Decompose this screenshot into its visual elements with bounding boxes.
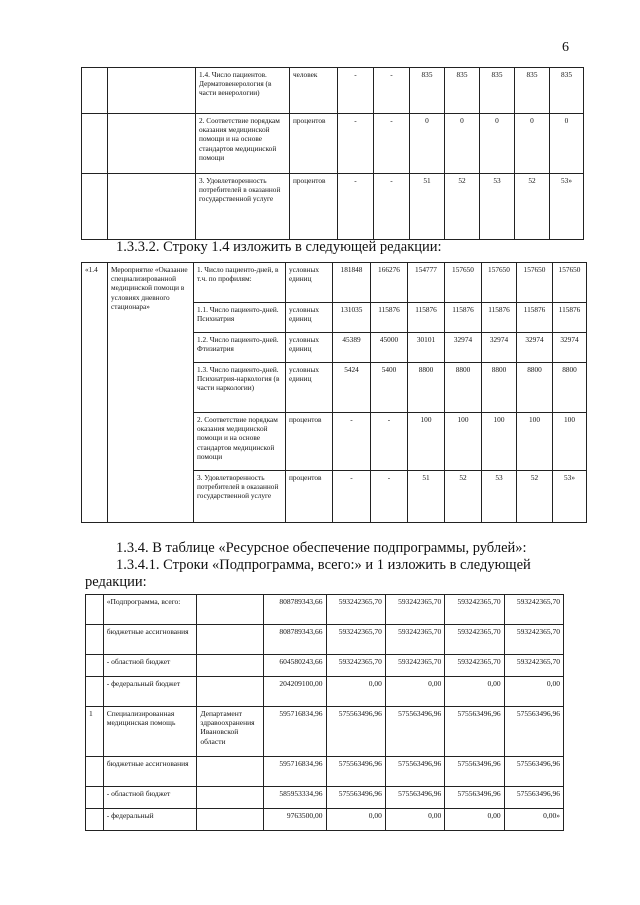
table-cell: -	[371, 471, 408, 523]
table-cell: 204209100,00	[264, 677, 326, 707]
table-cell	[197, 677, 264, 707]
table-cell: 52	[517, 471, 553, 523]
table-cell: 131035	[333, 303, 371, 333]
table-row	[86, 625, 564, 655]
table-cell: -	[338, 174, 374, 240]
table-cell: условных единиц	[286, 263, 333, 303]
table-cell: 593242365,70	[385, 655, 444, 677]
table-cell: 575563496,96	[445, 757, 504, 787]
table-cell	[82, 68, 108, 114]
table-cell: 2. Соответствие порядкам оказания медицинской помощи и на основе стандартов медицинской помощи	[196, 114, 290, 174]
table-cell: 52	[445, 174, 480, 240]
table-cell: бюджетные ассигнования	[103, 757, 197, 787]
table-cell: 1	[86, 707, 104, 757]
table-cell	[197, 809, 264, 831]
table-cell	[82, 174, 108, 240]
table-cell: 0,00»	[504, 809, 563, 831]
table-cell: 100	[408, 413, 445, 471]
table-cell: 575563496,96	[504, 757, 563, 787]
table-cell: «Подпрограмма, всего:	[103, 595, 197, 625]
table-cell: процентов	[286, 413, 333, 471]
table-cell: 52	[515, 174, 550, 240]
section-heading-1-3-3-2: 1.3.3.2. Строку 1.4 изложить в следующей редакции:	[116, 239, 442, 255]
table-cell: 157650	[445, 263, 482, 303]
table-cell: 593242365,70	[385, 595, 444, 625]
table-cell: 115876	[408, 303, 445, 333]
table-cell: 595716834,96	[264, 757, 326, 787]
table-cell: 1.3. Число пациенто-дней. Психиатрия-наркология (в части наркологии)	[194, 363, 286, 413]
table-cell: 53	[480, 174, 515, 240]
table-cell: 575563496,96	[385, 757, 444, 787]
table-cell: 808789343,66	[264, 625, 326, 655]
table-cell: 53»	[550, 174, 584, 240]
table-cell	[86, 757, 104, 787]
table-cell: -	[374, 68, 410, 114]
table-cell: -	[333, 413, 371, 471]
table-cell: 593242365,70	[445, 655, 504, 677]
table-cell	[86, 655, 104, 677]
table-row	[86, 677, 564, 707]
table-cell: бюджетные ассигнования	[103, 625, 197, 655]
table-cell: 0,00	[326, 809, 385, 831]
table-cell: 8800	[482, 363, 517, 413]
table-cell	[108, 174, 196, 240]
table-cell: 115876	[445, 303, 482, 333]
table-cell: Департамент здравоохранения Ивановской области	[197, 707, 264, 757]
table-cell: 593242365,70	[445, 625, 504, 655]
table-cell: 575563496,96	[445, 707, 504, 757]
table-cell: 1.1. Число пациенто-дней. Психиатрия	[194, 303, 286, 333]
table-row	[86, 707, 564, 757]
table-cell	[108, 68, 196, 114]
table-cell: 45389	[333, 333, 371, 363]
table-row	[86, 809, 564, 831]
table-cell: -	[374, 114, 410, 174]
table-cell: 0	[410, 114, 445, 174]
table-cell: 0	[550, 114, 584, 174]
table-cell: процентов	[290, 174, 338, 240]
table-cell: 0,00	[385, 809, 444, 831]
table-cell: 0,00	[504, 677, 563, 707]
table-row	[82, 114, 584, 174]
table-cell	[197, 595, 264, 625]
table-cell: 100	[482, 413, 517, 471]
table-cell: 593242365,70	[326, 625, 385, 655]
table-cell: 32974	[482, 333, 517, 363]
table-cell: 593242365,70	[385, 625, 444, 655]
table-cell: 1.4. Число пациентов. Дерматовенерология (в части венерологии)	[196, 68, 290, 114]
table-cell: 0	[480, 114, 515, 174]
table-cell: 595716834,96	[264, 707, 326, 757]
section-heading-1-3-4-1	[116, 557, 568, 574]
table-cell: 115876	[371, 303, 408, 333]
table-cell: 32974	[553, 333, 587, 363]
table-cell: 808789343,66	[264, 595, 326, 625]
table-cell: -	[338, 68, 374, 114]
table-cell: 1. Число пациенто-дней, в т.ч. по профилям:	[194, 263, 286, 303]
resource-table	[85, 594, 564, 831]
table-row	[82, 263, 587, 303]
table-cell: 32974	[445, 333, 482, 363]
table-cell: 1.2. Число пациенто-дней. Фтизиатрия	[194, 333, 286, 363]
table-cell: 51	[410, 174, 445, 240]
table-row	[86, 757, 564, 787]
table-cell: 593242365,70	[326, 655, 385, 677]
table-cell: условных единиц	[286, 363, 333, 413]
table-cell: 0,00	[445, 677, 504, 707]
table-cell	[82, 114, 108, 174]
table-cell	[108, 114, 196, 174]
table-cell: 835	[515, 68, 550, 114]
table-cell: 166276	[371, 263, 408, 303]
table-cell	[86, 625, 104, 655]
table-cell: 100	[445, 413, 482, 471]
table-cell	[197, 625, 264, 655]
table-cell: 115876	[482, 303, 517, 333]
table-cell: 157650	[553, 263, 587, 303]
table-cell: 593242365,70	[445, 595, 504, 625]
table-cell: -	[374, 174, 410, 240]
table-cell: - областной бюджет	[103, 655, 197, 677]
table-cell	[86, 787, 104, 809]
table-cell	[197, 655, 264, 677]
table-cell: 835	[480, 68, 515, 114]
indicators-table-row-1-4	[81, 262, 587, 523]
table-cell: 157650	[517, 263, 553, 303]
table-cell: 8800	[445, 363, 482, 413]
table-cell: 115876	[553, 303, 587, 333]
table-cell: 593242365,70	[504, 625, 563, 655]
table-cell: процентов	[290, 114, 338, 174]
table-cell	[86, 595, 104, 625]
table-cell: 2. Соответствие порядкам оказания медицинской помощи и на основе стандартов медицинской помощи	[194, 413, 286, 471]
table-cell: 5400	[371, 363, 408, 413]
table-cell: условных единиц	[286, 333, 333, 363]
table-cell: 835	[445, 68, 480, 114]
table-cell: - федеральный бюджет	[103, 677, 197, 707]
table-cell: 575563496,96	[385, 707, 444, 757]
table-cell: 51	[408, 471, 445, 523]
table-cell: 100	[553, 413, 587, 471]
table-cell: 157650	[482, 263, 517, 303]
event-name-cell: Мероприятие «Оказание специализированной медицинской помощи в условиях дневного стационара»	[108, 263, 194, 523]
table-cell: 115876	[517, 303, 553, 333]
table-cell: 154777	[408, 263, 445, 303]
table-cell: процентов	[286, 471, 333, 523]
table-cell: 0	[445, 114, 480, 174]
table-cell: 53	[482, 471, 517, 523]
table-cell: 575563496,96	[385, 787, 444, 809]
table-cell: 593242365,70	[504, 595, 563, 625]
table-cell: Специализированная медицинская помощь	[103, 707, 197, 757]
table-cell: 30101	[408, 333, 445, 363]
row-code-cell: «1.4	[82, 263, 108, 523]
table-cell	[86, 809, 104, 831]
section-heading-1-3-4: 1.3.4. В таблице «Ресурсное обеспечение подпрограммы, рублей»:	[116, 540, 527, 556]
heading-line: 1.3.4.1. Строки «Подпрограмма, всего:» и 1 изложить в следующей	[116, 557, 531, 573]
table-row	[86, 655, 564, 677]
table-cell: 593242365,70	[326, 595, 385, 625]
table-cell: 3. Удовлетворенность потребителей в оказанной государственной услуге	[196, 174, 290, 240]
table-cell: 575563496,96	[326, 787, 385, 809]
table-cell: 45000	[371, 333, 408, 363]
table-cell: 575563496,96	[504, 707, 563, 757]
table-cell: 9763500,00	[264, 809, 326, 831]
table-cell: 0,00	[445, 809, 504, 831]
table-cell: 593242365,70	[504, 655, 563, 677]
table-cell: -	[371, 413, 408, 471]
table-row	[86, 787, 564, 809]
table-cell: человек	[290, 68, 338, 114]
table-cell: 3. Удовлетворенность потребителей в оказанной государственной услуге	[194, 471, 286, 523]
table-cell: 0,00	[326, 677, 385, 707]
table-cell: 835	[550, 68, 584, 114]
table-row	[86, 595, 564, 625]
indicators-table-continued	[81, 67, 584, 240]
table-cell: 604580243,66	[264, 655, 326, 677]
table-cell: 575563496,96	[326, 707, 385, 757]
table-cell: 53»	[553, 471, 587, 523]
table-cell: 575563496,96	[326, 757, 385, 787]
table-cell: 0,00	[385, 677, 444, 707]
table-cell: 181848	[333, 263, 371, 303]
table-cell	[197, 787, 264, 809]
table-cell: 8800	[408, 363, 445, 413]
table-cell: 585953334,96	[264, 787, 326, 809]
table-cell: 575563496,96	[504, 787, 563, 809]
page-number: 6	[562, 40, 569, 55]
table-cell: -	[338, 114, 374, 174]
table-cell: -	[333, 471, 371, 523]
table-cell: 0	[515, 114, 550, 174]
table-cell: 575563496,96	[445, 787, 504, 809]
table-cell: - областной бюджет	[103, 787, 197, 809]
table-cell	[86, 677, 104, 707]
table-cell: 8800	[553, 363, 587, 413]
table-cell: 5424	[333, 363, 371, 413]
table-row	[82, 68, 584, 114]
table-cell: - федеральный	[103, 809, 197, 831]
table-cell: 100	[517, 413, 553, 471]
table-cell: 835	[410, 68, 445, 114]
table-cell: 8800	[517, 363, 553, 413]
table-cell: условных единиц	[286, 303, 333, 333]
table-cell: 52	[445, 471, 482, 523]
table-cell: 32974	[517, 333, 553, 363]
table-cell	[197, 757, 264, 787]
section-heading-continuation: редакции:	[85, 574, 147, 590]
table-row	[82, 174, 584, 240]
